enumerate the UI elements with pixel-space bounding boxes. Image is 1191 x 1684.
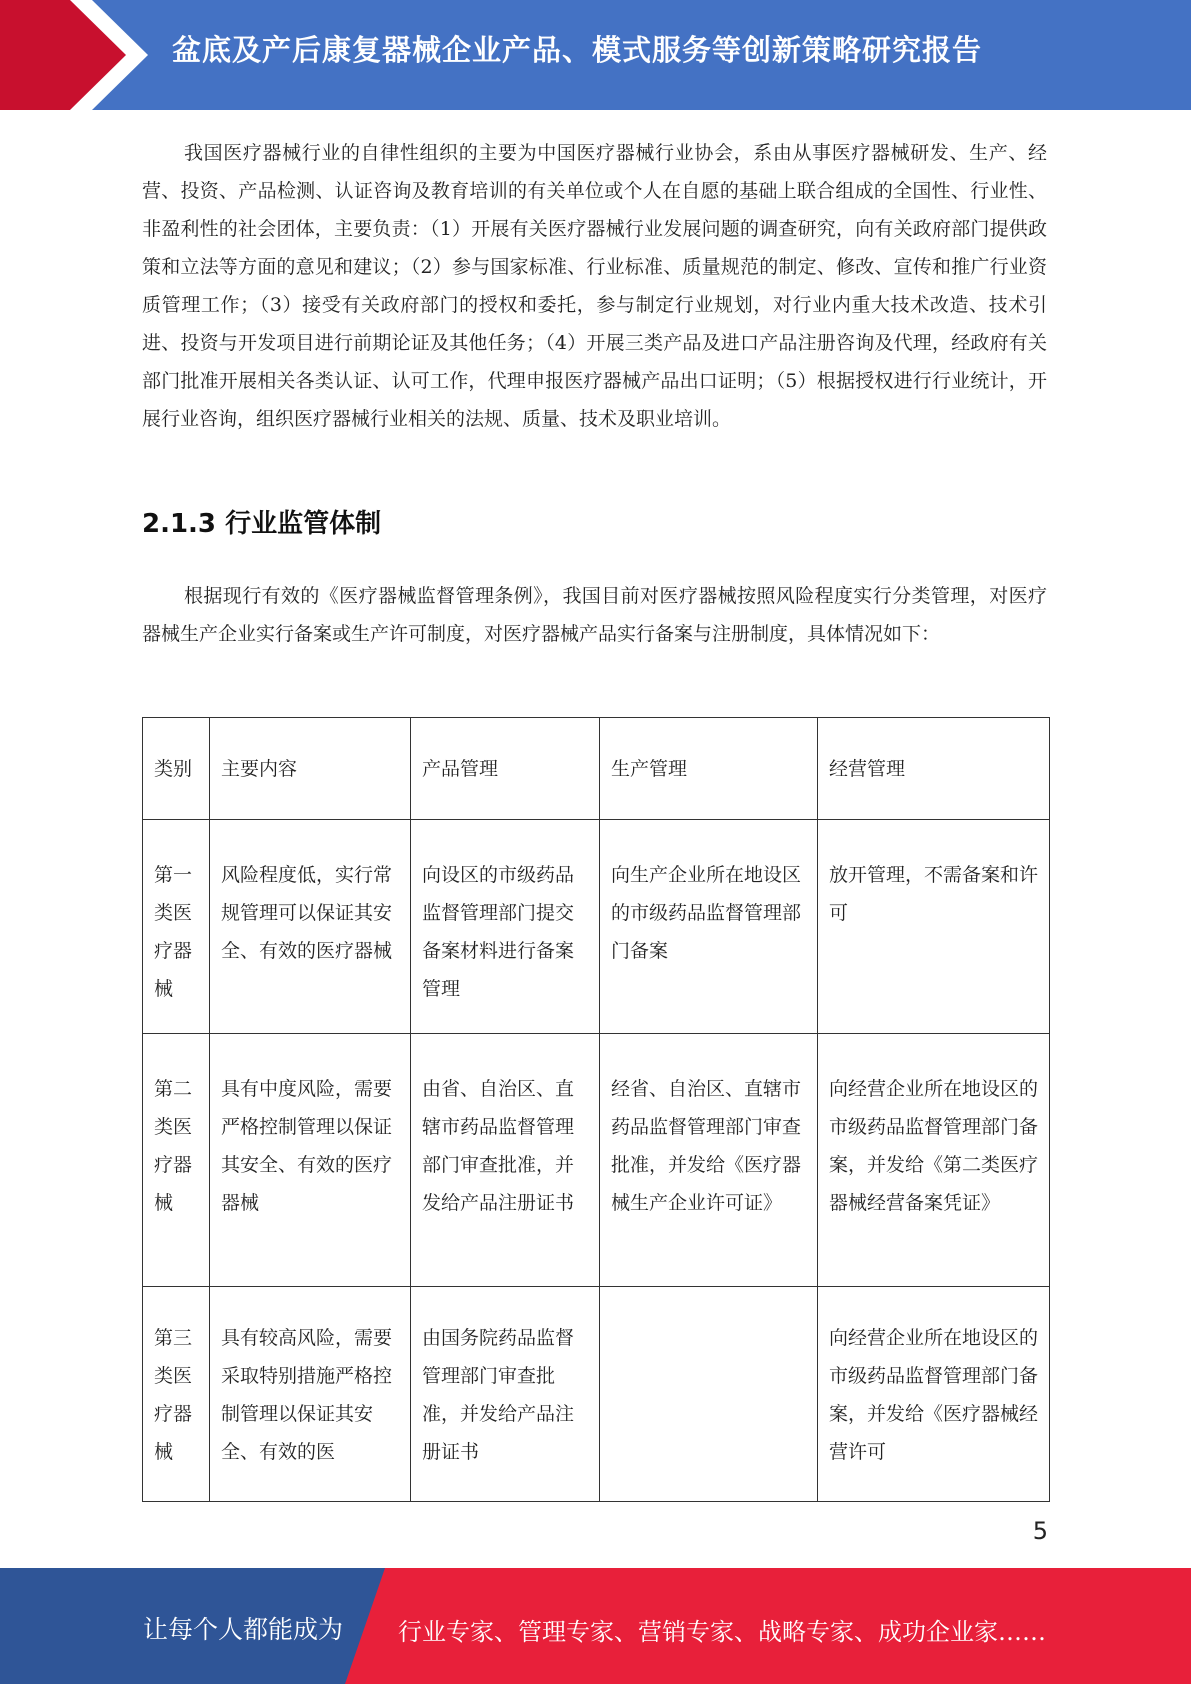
table-header-cell: 经营管理 <box>818 718 1050 820</box>
page-number: 5 <box>1032 1517 1048 1545</box>
table-cell: 经省、自治区、直辖市药品监督管理部门审查批准，并发给《医疗器械生产企业许可证》 <box>600 1034 818 1287</box>
table-cell: 第三类医疗器械 <box>143 1287 210 1502</box>
table-cell: 放开管理，不需备案和许可 <box>818 820 1050 1034</box>
table-cell: 第一类医疗器械 <box>143 820 210 1034</box>
table-header-row <box>143 718 1050 820</box>
table-cell: 向经营企业所在地设区的市级药品监督管理部门备案，并发给《医疗器械经营许可 <box>818 1287 1050 1502</box>
red-chevron-decoration <box>0 0 160 110</box>
section-paragraph: 根据现行有效的《医疗器械监督管理条例》，我国目前对医疗器械按照风险程度实行分类管理，对医疗器械生产企业实行备案或生产许可制度，对医疗器械产品实行备案与注册制度，具体情况如下： <box>142 585 1047 645</box>
table-cell: 向生产企业所在地设区的市级药品监督管理部门备案 <box>600 820 818 1034</box>
intro-paragraph: 我国医疗器械行业的自律性组织的主要为中国医疗器械行业协会，系由从事医疗器械研发、生产、经营、投资、产品检测、认证咨询及教育培训的有关单位或个人在自愿的基础上联合组成的全国性、行业性、非盈利性的社会团体，主要负责：（1）开展有关医疗器械行业发展问题的调查研究，向有关政府部门提供政策和立法等方面的意见和建议；（2）参与国家标准、行业标准、质量规范的制定、修改、宣传和推广行业资质管理工作；（3）接受有关政府部门的授权和委托，参与制定行业规划，对行业内重大技术改造、技术引进、投资与开发项目进行前期论证及其他任务；（4）开展三类产品及进口产品注册咨询及代理，经政府有关部门批准开展相关各类认证、认可工作，代理申报医疗器械产品出口证明；（5）根据授权进行行业统计，开展行业咨询，组织医疗器械行业相关的法规、质量、技术及职业培训。 <box>142 142 1047 430</box>
table-cell: 具有较高风险，需要采取特别措施严格控制管理以保证其安全、有效的医 <box>210 1287 411 1502</box>
table-cell: 由省、自治区、直辖市药品监督管理部门审查批准，并发给产品注册证书 <box>411 1034 600 1287</box>
table-row <box>143 1287 1050 1502</box>
report-title: 盆底及产后康复器械企业产品、模式服务等创新策略研究报告 <box>172 33 983 67</box>
table-cell: 第二类医疗器械 <box>143 1034 210 1287</box>
header-banner <box>0 0 1191 110</box>
footer-banner <box>0 1568 1191 1684</box>
table-row <box>143 820 1050 1034</box>
table-cell: 由国务院药品监督管理部门审查批准，并发给产品注册证书 <box>411 1287 600 1502</box>
regulation-table <box>142 717 1050 1502</box>
table-header-cell: 生产管理 <box>600 718 818 820</box>
table-header-cell: 产品管理 <box>411 718 600 820</box>
table-cell <box>600 1287 818 1502</box>
table-header-cell: 类别 <box>143 718 210 820</box>
section-heading: 2.1.3 行业监管体制 <box>142 509 382 539</box>
table-cell: 具有中度风险，需要严格控制管理以保证其安全、有效的医疗器械 <box>210 1034 411 1287</box>
table-cell: 风险程度低，实行常规管理可以保证其安全、有效的医疗器械 <box>210 820 411 1034</box>
table-cell: 向设区的市级药品监督管理部门提交备案材料进行备案管理 <box>411 820 600 1034</box>
table-row <box>143 1034 1050 1287</box>
footer-slogan-right: 行业专家、管理专家、营销专家、战略专家、成功企业家…… <box>398 1618 1046 1646</box>
footer-slogan-left: 让每个人都能成为 <box>143 1615 344 1644</box>
table-header-cell: 主要内容 <box>210 718 411 820</box>
table-cell: 向经营企业所在地设区的市级药品监督管理部门备案，并发给《第二类医疗器械经营备案凭证》 <box>818 1034 1050 1287</box>
